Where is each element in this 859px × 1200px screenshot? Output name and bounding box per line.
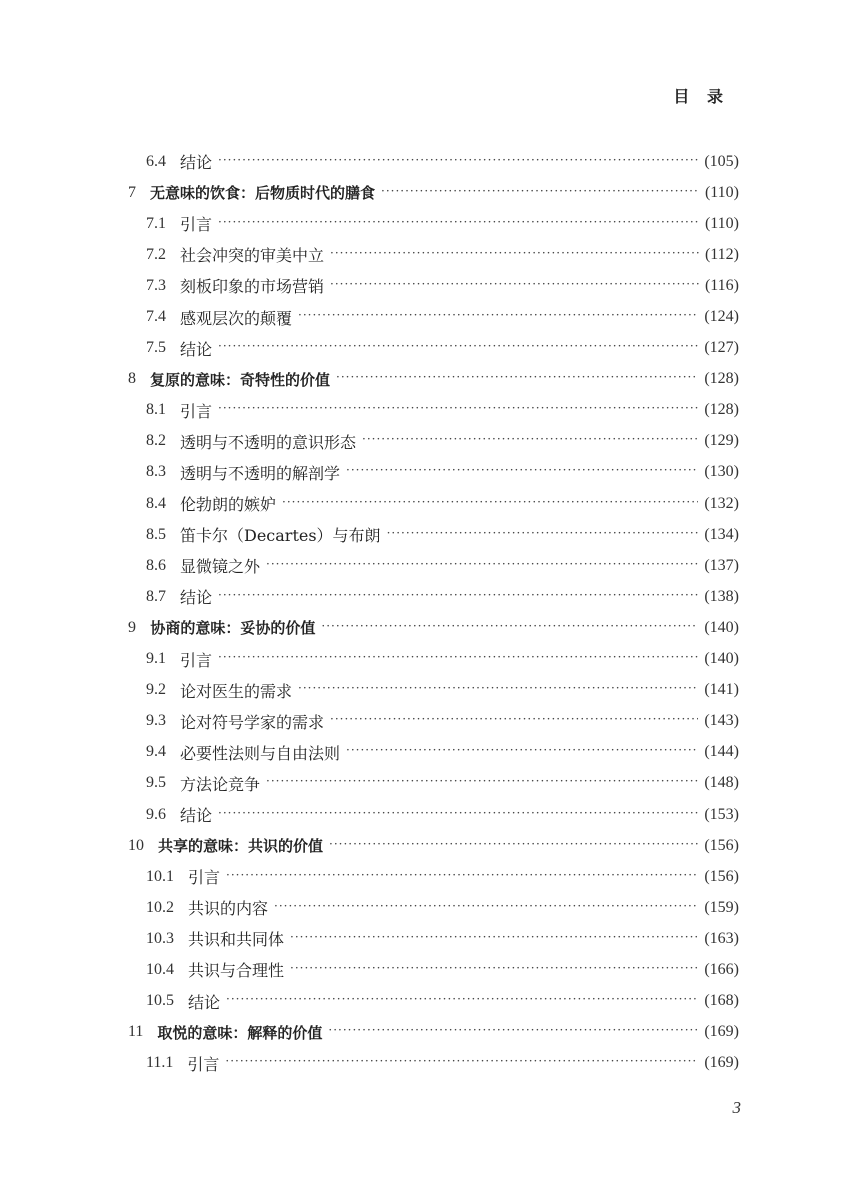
- toc-entry-number: 7.3: [146, 276, 166, 294]
- toc-entry-page: (132): [704, 494, 739, 512]
- toc-entry-page: (130): [704, 463, 739, 481]
- toc-section-row: [0, 892, 859, 923]
- toc-entry-number: 8.5: [146, 525, 166, 543]
- toc-entry-page: (127): [704, 339, 739, 357]
- toc-entry-page: (124): [704, 308, 739, 326]
- toc-entry-page: (140): [704, 650, 739, 668]
- toc-section-row: [0, 333, 859, 364]
- toc-entry-title: 引言: [180, 401, 213, 421]
- toc-entry-title: 笛卡尔（Decartes）与布朗: [180, 526, 381, 546]
- dot-leader: [346, 463, 698, 477]
- dot-leader: [218, 339, 698, 353]
- dot-leader: [330, 246, 699, 260]
- toc-entry-title: 无意味的饮食：后物质时代的膳食: [150, 184, 376, 203]
- toc-section-row: [0, 1048, 859, 1079]
- toc-entry-title: 社会冲突的审美中立: [180, 246, 325, 266]
- toc-entry-page: (134): [704, 525, 739, 543]
- toc-entry-title: 共识和共同体: [188, 930, 285, 950]
- toc-entry-title: 结论: [180, 153, 213, 173]
- dot-leader: [387, 526, 699, 540]
- dot-leader: [330, 712, 698, 726]
- running-header: 目 录: [673, 87, 729, 106]
- toc-section-row: [0, 644, 859, 675]
- toc-entry-number: 9.3: [146, 712, 166, 730]
- toc-entry-title: 引言: [180, 650, 213, 670]
- toc-entry-number: 11.1: [146, 1054, 174, 1072]
- toc-entry-page: (156): [704, 867, 739, 885]
- dot-leader: [321, 619, 698, 633]
- toc-section-row: [0, 550, 859, 581]
- toc-section-row: [0, 239, 859, 270]
- toc-chapter-row: [0, 612, 859, 643]
- toc-entry-page: (166): [704, 960, 739, 978]
- toc-entry-title: 论对符号学家的需求: [180, 712, 325, 732]
- toc-entry-number: 8.1: [146, 401, 166, 419]
- toc-entry-title: 透明与不透明的解剖学: [180, 463, 341, 483]
- dot-leader: [346, 743, 698, 757]
- toc-entry-page: (148): [704, 774, 739, 792]
- toc-entry-title: 透明与不透明的意识形态: [180, 432, 357, 452]
- toc-entry-title: 结论: [180, 588, 213, 608]
- toc-entry-number: 10.2: [146, 898, 174, 916]
- dot-leader: [226, 992, 698, 1006]
- toc-entry-title: 引言: [188, 868, 221, 888]
- toc-entry-page: (140): [704, 618, 739, 636]
- toc-entry-page: (169): [704, 1054, 739, 1072]
- toc-entry-title: 复原的意味：奇特性的价值: [150, 370, 331, 389]
- toc-entry-number: 8: [128, 370, 136, 388]
- toc-entry-number: 9.6: [146, 805, 166, 823]
- toc-section-row: [0, 954, 859, 985]
- toc-entry-number: 10.4: [146, 960, 174, 978]
- toc-entry-page: (159): [704, 898, 739, 916]
- dot-leader: [218, 215, 699, 229]
- toc-entry-title: 伦勃朗的嫉妒: [180, 495, 277, 515]
- toc-entry-page: (128): [704, 401, 739, 419]
- toc-section-row: [0, 675, 859, 706]
- toc-entry-page: (144): [704, 743, 739, 761]
- dot-leader: [329, 837, 698, 851]
- toc-section-row: [0, 208, 859, 239]
- toc-entry-title: 必要性法则与自由法则: [180, 743, 341, 763]
- toc-entry-number: 7.1: [146, 214, 166, 232]
- toc-entry-page: (110): [704, 214, 739, 232]
- toc-entry-title: 引言: [187, 1054, 220, 1074]
- toc-section-row: [0, 986, 859, 1017]
- dot-leader: [298, 308, 698, 322]
- toc-entry-number: 9.5: [146, 774, 166, 792]
- toc-entry-number: 7.5: [146, 339, 166, 357]
- toc-entry-title: 共享的意味：共识的价值: [158, 837, 324, 856]
- toc-entry-title: 共识的内容: [188, 899, 269, 919]
- dot-leader: [362, 432, 698, 446]
- toc-entry-title: 引言: [180, 215, 213, 235]
- toc-section-row: [0, 395, 859, 426]
- dot-leader: [266, 774, 698, 788]
- dot-leader: [218, 806, 698, 820]
- toc-entry-page: (143): [704, 712, 739, 730]
- toc-entry-page: (163): [704, 929, 739, 947]
- toc-entry-number: 10.5: [146, 992, 174, 1010]
- dot-leader: [381, 184, 699, 198]
- toc-entry-page: (137): [704, 556, 739, 574]
- toc-entry-title: 协商的意味：妥协的价值: [150, 619, 316, 638]
- toc-entry-page: (141): [704, 681, 739, 699]
- toc-entry-page: (110): [704, 183, 739, 201]
- dot-leader: [328, 1023, 698, 1037]
- toc-section-row: [0, 270, 859, 301]
- toc-section-row: [0, 146, 859, 177]
- table-of-contents: [0, 146, 859, 1079]
- dot-leader: [218, 588, 698, 602]
- dot-leader: [266, 557, 698, 571]
- dot-leader: [225, 1054, 698, 1068]
- toc-entry-title: 结论: [188, 992, 221, 1012]
- dot-leader: [290, 961, 698, 975]
- dot-leader: [218, 153, 698, 167]
- toc-section-row: [0, 706, 859, 737]
- toc-entry-title: 共识与合理性: [188, 961, 285, 981]
- toc-chapter-row: [0, 364, 859, 395]
- toc-entry-page: (153): [704, 805, 739, 823]
- toc-section-row: [0, 861, 859, 892]
- toc-entry-title: 结论: [180, 806, 213, 826]
- toc-entry-title: 感观层次的颠覆: [180, 308, 293, 328]
- toc-entry-page: (112): [704, 245, 739, 263]
- toc-section-row: [0, 301, 859, 332]
- toc-entry-page: (129): [704, 432, 739, 450]
- toc-entry-number: 7.4: [146, 308, 166, 326]
- toc-section-row: [0, 426, 859, 457]
- toc-section-row: [0, 581, 859, 612]
- toc-entry-page: (169): [704, 1023, 739, 1041]
- toc-section-row: [0, 488, 859, 519]
- toc-section-row: [0, 519, 859, 550]
- toc-entry-title: 结论: [180, 339, 213, 359]
- dot-leader: [336, 370, 698, 384]
- toc-entry-number: 7: [128, 183, 136, 201]
- page-number: 3: [732, 1098, 741, 1117]
- dot-leader: [330, 277, 699, 291]
- dot-leader: [298, 681, 698, 695]
- toc-entry-number: 8.7: [146, 587, 166, 605]
- toc-entry-page: (138): [704, 587, 739, 605]
- toc-entry-number: 10: [128, 836, 144, 854]
- toc-section-row: [0, 923, 859, 954]
- toc-entry-title: 刻板印象的市场营销: [180, 277, 325, 297]
- dot-leader: [274, 899, 698, 913]
- toc-entry-title: 论对医生的需求: [180, 681, 293, 701]
- toc-entry-number: 9.1: [146, 650, 166, 668]
- toc-entry-page: (105): [704, 152, 739, 170]
- toc-entry-page: (128): [704, 370, 739, 388]
- toc-entry-number: 10.3: [146, 929, 174, 947]
- toc-entry-page: (116): [704, 276, 739, 294]
- dot-leader: [282, 495, 698, 509]
- toc-entry-number: 6.4: [146, 152, 166, 170]
- dot-leader: [226, 868, 698, 882]
- toc-entry-title: 显微镜之外: [180, 557, 261, 577]
- toc-entry-number: 11: [128, 1023, 144, 1041]
- toc-entry-number: 8.6: [146, 556, 166, 574]
- toc-section-row: [0, 768, 859, 799]
- toc-entry-number: 9: [128, 618, 136, 636]
- dot-leader: [218, 650, 698, 664]
- toc-entry-title: 取悦的意味：解释的价值: [157, 1023, 323, 1042]
- toc-section-row: [0, 799, 859, 830]
- toc-entry-number: 7.2: [146, 245, 166, 263]
- dot-leader: [218, 401, 698, 415]
- toc-chapter-row: [0, 830, 859, 861]
- toc-entry-number: 10.1: [146, 867, 174, 885]
- toc-entry-page: (156): [704, 836, 739, 854]
- toc-entry-number: 8.2: [146, 432, 166, 450]
- toc-entry-number: 9.2: [146, 681, 166, 699]
- toc-chapter-row: [0, 1017, 859, 1048]
- toc-section-row: [0, 737, 859, 768]
- toc-entry-number: 9.4: [146, 743, 166, 761]
- toc-section-row: [0, 457, 859, 488]
- toc-entry-title: 方法论竞争: [180, 774, 261, 794]
- toc-chapter-row: [0, 177, 859, 208]
- toc-entry-number: 8.4: [146, 494, 166, 512]
- dot-leader: [290, 930, 698, 944]
- toc-entry-number: 8.3: [146, 463, 166, 481]
- toc-entry-page: (168): [704, 992, 739, 1010]
